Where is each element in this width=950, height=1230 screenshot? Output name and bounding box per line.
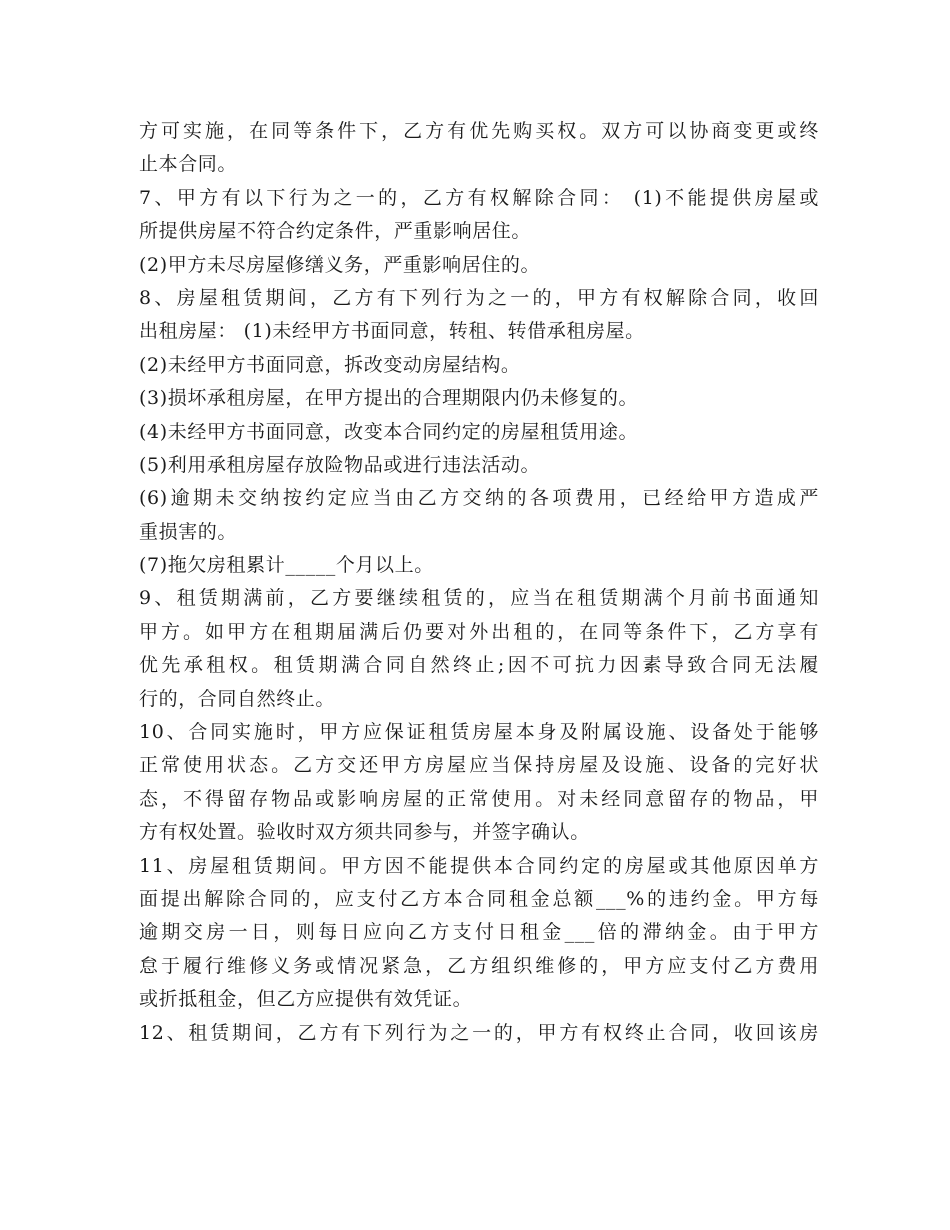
text-line: 止本合同。 [139,153,238,176]
text-line: 重损害的。 [139,520,238,543]
text-line: 11、房屋租赁期间。甲方因不能提供本合同约定的房屋或其他原因单方 [139,854,819,877]
contract-text-body [139,115,819,1050]
text-line: (2)未经甲方书面同意，拆改变动房屋结构。 [139,353,521,376]
text-line: 甲方。如甲方在租期届满后仍要对外出租的，在同等条件下，乙方享有 [139,620,819,643]
text-line: 9、租赁期满前，乙方要继续租赁的，应当在租赁期满个月前书面通知 [139,587,819,610]
text-line: 出租房屋： (1)未经甲方书面同意，转租、转借承租房屋。 [139,320,645,343]
text-line: (6)逾期未交纳按约定应当由乙方交纳的各项费用，已经给甲方造成严 [139,487,819,510]
text-line: 正常使用状态。乙方交还甲方房屋应当保持房屋及设施、设备的完好状 [139,754,819,777]
text-line: 面提出解除合同的，应支付乙方本合同租金总额___%的违约金。甲方每 [139,887,819,910]
text-line: 所提供房屋不符合约定条件，严重影响居住。 [139,220,532,243]
text-line: (4)未经甲方书面同意，改变本合同约定的房屋租赁用途。 [139,420,639,443]
text-line: 态，不得留存物品或影响房屋的正常使用。对未经同意留存的物品，甲 [139,787,819,810]
text-line: (2)甲方未尽房屋修缮义务，严重影响居住的。 [139,253,541,276]
text-line: 行的，合同自然终止。 [139,687,336,710]
text-line: 怠于履行维修义务或情况紧急，乙方组织维修的，甲方应支付乙方费用 [139,954,819,977]
text-line: (5)利用承租房屋存放险物品或进行违法活动。 [139,453,541,476]
text-line: (7)拖欠房租累计_____个月以上。 [139,554,434,577]
text-line: 12、租赁期间，乙方有下列行为之一的，甲方有权终止合同，收回该房 [139,1021,819,1044]
text-line: (3)损坏承租房屋，在甲方提出的合理期限内仍未修复的。 [139,387,639,410]
text-line: 方可实施，在同等条件下，乙方有优先购买权。双方可以协商变更或终 [139,120,819,142]
text-line: 8、房屋租赁期间，乙方有下列行为之一的，甲方有权解除合同，收回 [139,286,819,309]
text-line: 或折抵租金，但乙方应提供有效凭证。 [139,988,473,1011]
text-line: 优先承租权。租赁期满合同自然终止;因不可抗力因素导致合同无法履 [139,654,819,677]
text-line: 方有权处置。验收时双方须共同参与，并签字确认。 [139,821,590,844]
text-line: 7、甲方有以下行为之一的，乙方有权解除合同： (1)不能提供房屋或 [139,186,819,209]
text-line: 10、合同实施时，甲方应保证租赁房屋本身及附属设施、设备处于能够 [139,721,819,744]
text-line: 逾期交房一日，则每日应向乙方支付日租金___倍的滞纳金。由于甲方 [139,921,819,944]
